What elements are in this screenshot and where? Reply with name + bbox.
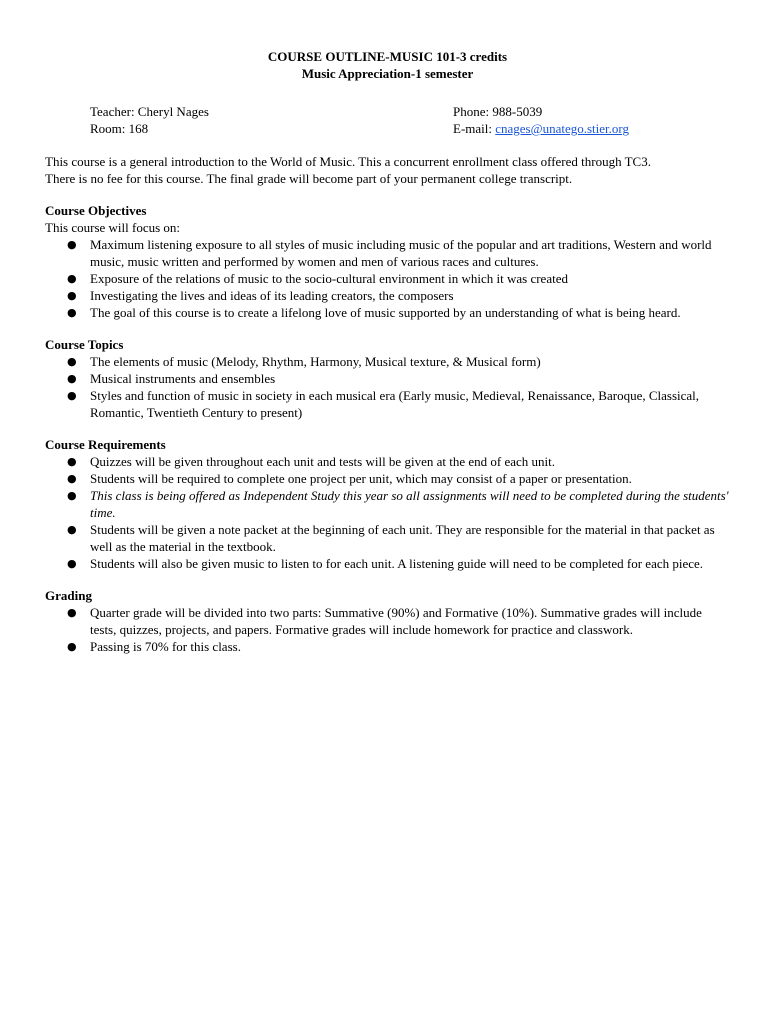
course-title: COURSE OUTLINE-MUSIC 101-3 credits xyxy=(267,49,508,64)
bullet-icon: ● xyxy=(67,472,77,485)
topics-list xyxy=(45,353,730,421)
list-item xyxy=(45,555,730,572)
list-item xyxy=(45,521,730,555)
course-subtitle: Music Appreciation-1 semester xyxy=(301,66,474,81)
list-item xyxy=(45,638,730,655)
phone-number: Phone: 988-5039 xyxy=(453,104,543,119)
list-item xyxy=(45,287,730,304)
teacher-name: Teacher: Cheryl Nages xyxy=(90,104,209,119)
intro-line-2: There is no fee for this course. The final grade will become part of your permanent college transcript. xyxy=(45,171,573,186)
list-item-text: Students will be required to complete one project per unit, which may consist of a paper or presentation. xyxy=(90,471,632,486)
list-item-text: Styles and function of music in society in each musical era (Early music, Medieval, Renaissance, Baroque, Classical, Romantic, Twentieth Century to present) xyxy=(90,388,700,420)
objectives-list xyxy=(45,236,730,321)
list-item-text: Exposure of the relations of music to the socio-cultural environment in which it was created xyxy=(90,271,568,286)
list-item xyxy=(45,304,730,321)
list-item xyxy=(45,487,730,521)
bullet-icon: ● xyxy=(67,272,77,285)
bullet-icon: ● xyxy=(67,372,77,385)
intro-paragraph xyxy=(45,153,730,187)
list-item-text: Quizzes will be given throughout each unit and tests will be given at the end of each unit. xyxy=(90,454,555,469)
bullet-icon: ● xyxy=(67,455,77,468)
email-line xyxy=(453,120,730,137)
intro-line-1: This course is a general introduction to the World of Music. This a concurrent enrollment class offered through TC3. xyxy=(45,154,651,169)
list-item-text: Students will be given a note packet at the beginning of each unit. They are responsible for the material in that packet as well as the material in the textbook. xyxy=(90,522,715,554)
bullet-icon: ● xyxy=(67,557,77,570)
bullet-icon: ● xyxy=(67,238,77,251)
list-item xyxy=(45,470,730,487)
bullet-icon: ● xyxy=(67,606,77,619)
email-label: E-mail: xyxy=(453,121,496,136)
list-item-text: Musical instruments and ensembles xyxy=(90,371,276,386)
list-item xyxy=(45,387,730,421)
objectives-heading: Course Objectives xyxy=(45,203,147,218)
list-item-text: Investigating the lives and ideas of its leading creators, the composers xyxy=(90,288,454,303)
bullet-icon: ● xyxy=(67,306,77,319)
requirements-list xyxy=(45,453,730,572)
room-number: Room: 168 xyxy=(90,121,149,136)
grading-heading: Grading xyxy=(45,588,92,603)
list-item xyxy=(45,236,730,270)
list-item xyxy=(45,370,730,387)
list-item-text: The goal of this course is to create a lifelong love of music supported by an understanding of what is being heard. xyxy=(90,305,681,320)
list-item xyxy=(45,270,730,287)
list-item-text: Quarter grade will be divided into two parts: Summative (90%) and Formative (10%). Summative grades will include tests, quizzes, projects, and papers. Formative grades will include homework for practice and classwork. xyxy=(90,605,702,637)
list-item-text: Passing is 70% for this class. xyxy=(90,639,241,654)
bullet-icon: ● xyxy=(67,523,77,536)
email-link[interactable]: cnages@unatego.stier.org xyxy=(495,121,630,136)
bullet-icon: ● xyxy=(67,489,77,502)
bullet-icon: ● xyxy=(67,640,77,653)
list-item xyxy=(45,353,730,370)
grading-list xyxy=(45,604,730,655)
topics-heading: Course Topics xyxy=(45,337,124,352)
objectives-lead: This course will focus on: xyxy=(45,220,181,235)
contact-block xyxy=(90,103,730,137)
bullet-icon: ● xyxy=(67,289,77,302)
contact-left xyxy=(90,103,453,137)
list-item-text: Students will also be given music to listen to for each unit. A listening guide will need to be completed for each piece. xyxy=(90,556,704,571)
list-item-text: The elements of music (Melody, Rhythm, Harmony, Musical texture, & Musical form) xyxy=(90,354,541,369)
bullet-icon: ● xyxy=(67,355,77,368)
requirements-heading: Course Requirements xyxy=(45,437,166,452)
contact-right xyxy=(453,103,730,137)
list-item-text: This class is being offered as Independent Study this year so all assignments will need to be completed during the students' time. xyxy=(90,488,729,520)
list-item xyxy=(45,604,730,638)
list-item xyxy=(45,453,730,470)
list-item-text: Maximum listening exposure to all styles of music including music of the popular and art traditions, Western and world music, music written and performed by women and men of various races and cultures. xyxy=(90,237,712,269)
bullet-icon: ● xyxy=(67,389,77,402)
